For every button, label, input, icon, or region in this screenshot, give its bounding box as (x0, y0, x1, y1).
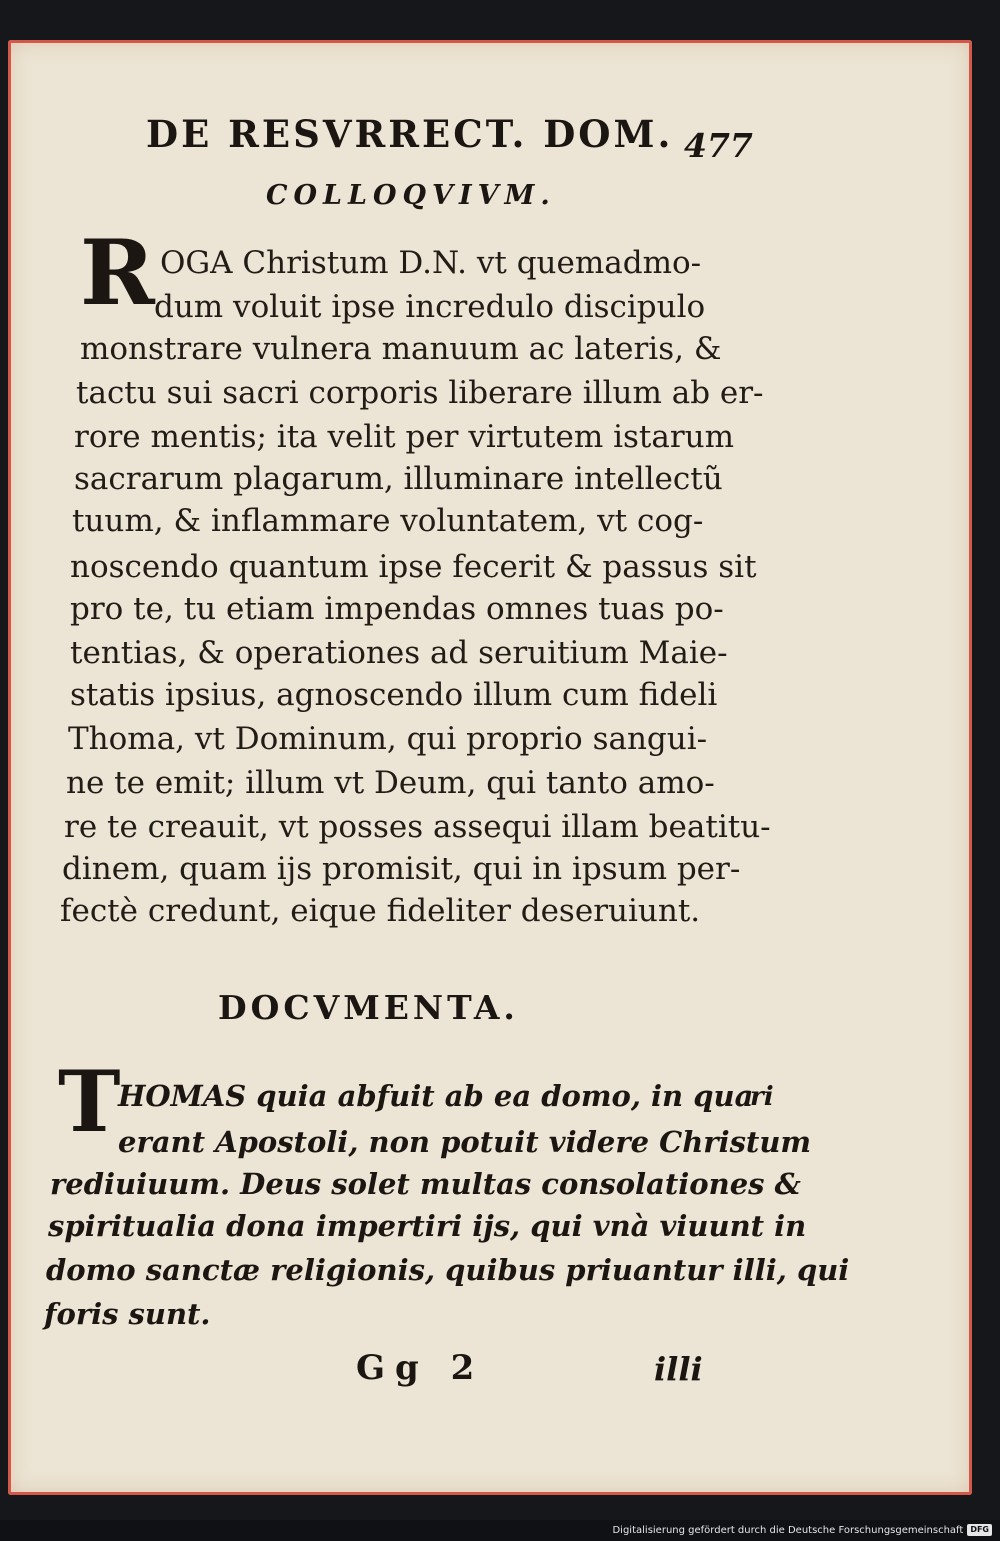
margin-note: ri (750, 1082, 774, 1112)
documenta-heading: DOCVMENTA. (218, 988, 519, 1027)
documenta-line: foris sunt. (44, 1297, 211, 1331)
book-page (8, 40, 972, 1495)
colloquium-line: OGA Christum D.N. vt quemadmo- (160, 245, 702, 281)
colloquium-line: tentias, & operationes ad seruitium Maie- (70, 635, 728, 671)
dfg-logo: DFG (967, 1524, 992, 1536)
credit-text: Digitalisierung gefördert durch die Deutsche Forschungsgemeinschaft (612, 1524, 964, 1536)
documenta-line: spiritualia dona impertiri ijs, qui vnà viuunt in (48, 1209, 807, 1243)
catchword: illi (654, 1350, 703, 1388)
documenta-line: erant Apostoli, non potuit videre Christum (118, 1125, 812, 1159)
page-number: 477 (684, 126, 753, 165)
drop-cap-t: T (58, 1052, 121, 1151)
colloquium-line: tuum, & inflammare voluntatem, vt cog- (72, 503, 704, 539)
colloquium-line: rore mentis; ita velit per virtutem istarum (74, 419, 735, 455)
running-head: DE RESVRRECT. DOM. (146, 112, 674, 156)
colloquium-line: pro te, tu etiam impendas omnes tuas po- (70, 591, 724, 627)
colloquium-line: statis ipsius, agnoscendo illum cum fideli (70, 677, 718, 713)
colloquium-line: ne te emit; illum vt Deum, qui tanto amo- (66, 765, 715, 801)
colloquium-line: sacrarum plagarum, illuminare intellectũ (74, 461, 723, 497)
colloquium-line: re te creauit, vt posses assequi illam beatitu- (64, 809, 771, 845)
colloquium-line: fectè credunt, eique fideliter deseruiunt. (60, 893, 701, 929)
colloquium-line: dinem, quam ijs promisit, qui in ipsum per- (62, 851, 741, 887)
documenta-line: domo sanctæ religionis, quibus priuantur illi, qui (46, 1253, 850, 1287)
colloquium-line: monstrare vulnera manuum ac lateris, & (80, 331, 722, 367)
drop-cap-r: R (80, 220, 155, 326)
colloquium-line: Thoma, vt Dominum, qui proprio sangui- (68, 721, 708, 757)
documenta-line: HOMAS quia abfuit ab ea domo, in qua (118, 1079, 754, 1113)
colloquium-line: noscendo quantum ipse fecerit & passus sit (70, 549, 757, 585)
digitization-credit (612, 1524, 992, 1536)
signature-mark: Gg 2 (356, 1348, 485, 1388)
colloquium-line: dum voluit ipse incredulo discipulo (154, 289, 706, 325)
documenta-line: rediuiuum. Deus solet multas consolationes & (50, 1167, 801, 1201)
colloquium-line: tactu sui sacri corporis liberare illum ab er- (76, 375, 764, 411)
colloquium-heading: COLLOQVIVM. (266, 180, 556, 211)
